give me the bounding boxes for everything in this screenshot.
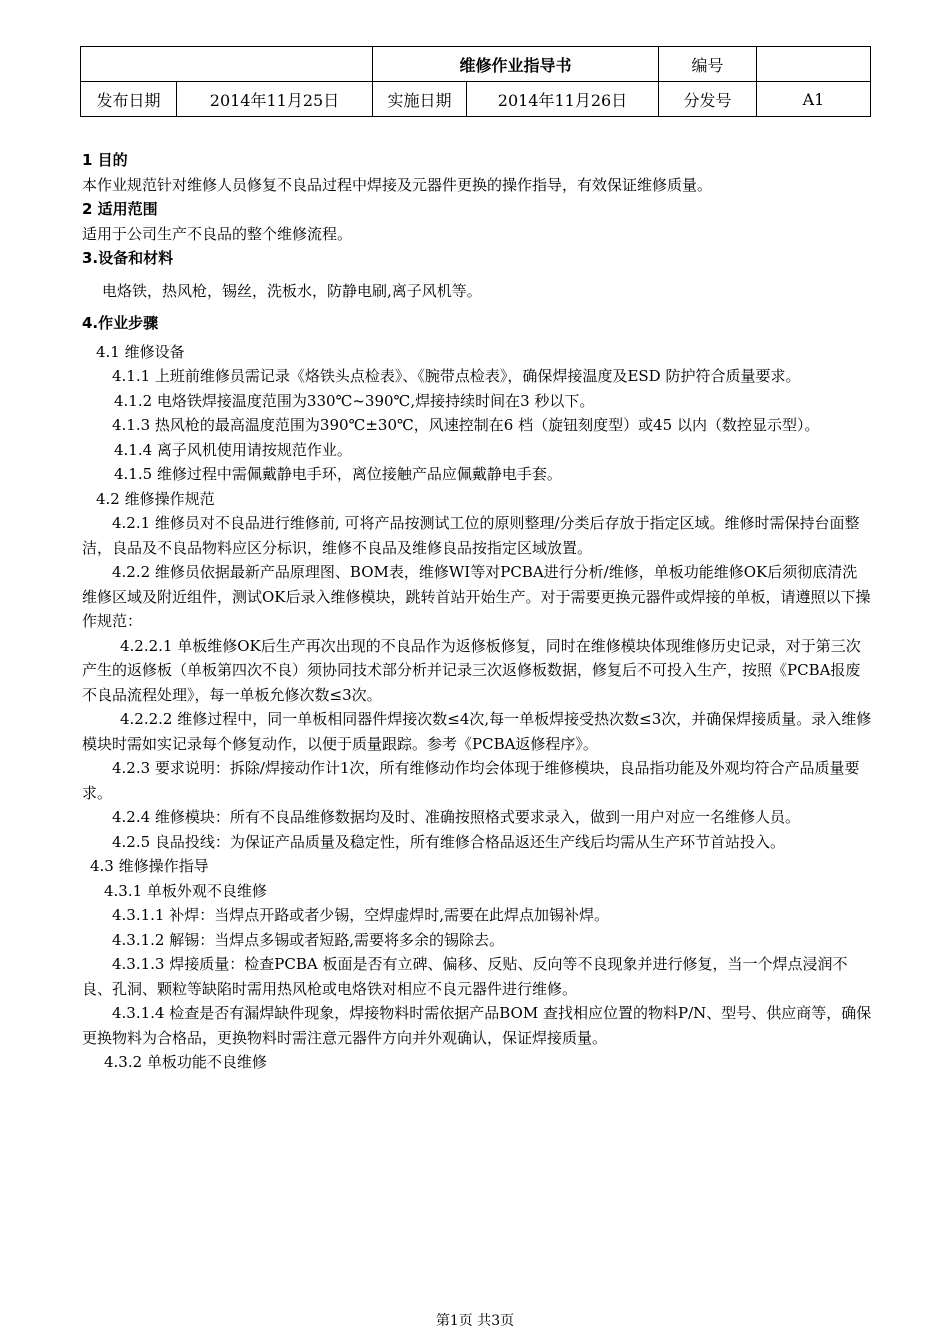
section-4-3-1-4: 4.3.1.4 检查是否有漏焊缺件现象，焊接物料时需依据产品BOM 查找相应位置的物料P/N、型号、供应商等，确保更换物料为合格品，更换物料时需注意元器件方向并外观确认，保证焊接质量。 [82, 1004, 872, 1047]
section-2-heading: 2 适用范围 [82, 200, 158, 218]
header-row-1 [81, 47, 871, 82]
section-4-3-1: 4.3.1 单板外观不良维修 [104, 881, 267, 900]
section-4-1-1: 4.1.1 上班前维修员需记录《烙铁头点检表》、《腕带点检表》，确保焊接温度及ESD 防护符合质量要求。 [112, 367, 801, 385]
section-4-3-1-3: 4.3.1.3 焊接质量：检查PCBA 板面是否有立碑、偏移、反贴、反向等不良现象并进行修复，当一个焊点浸润不良、孔洞、颗粒等缺陷时需用热风枪或电烙铁对相应不良元器件进行维修。 [82, 955, 848, 998]
section-4-2-3: 4.2.3 要求说明：拆除/焊接动作计1次，所有维修动作均会体现于维修模块，良品指功能及外观均符合产品质量要求。 [82, 759, 860, 802]
section-4-2-2-2: 4.2.2.2 维修过程中，同一单板相同器件焊接次数≤4次,每一单板焊接受热次数≤3次，并确保焊接质量。录入维修模块时需如实记录每个修复动作，以便于质量跟踪。参考《PCBA返修程序》。 [82, 710, 872, 753]
section-3-text: 电烙铁，热风枪，锡丝，洗板水，防静电刷,离子风机等。 [102, 281, 482, 300]
section-4-2: 4.2 维修操作规范 [96, 489, 215, 508]
section-4-3: 4.3 维修操作指导 [90, 857, 209, 875]
section-4-1-2: 4.1.2 电烙铁焊接温度范围为330℃~390℃,焊接持续时间在3 秒以下。 [114, 391, 595, 410]
section-2-text: 适用于公司生产不良品的整个维修流程。 [82, 224, 353, 243]
section-4-3-2: 4.3.2 单板功能不良维修 [104, 1053, 267, 1071]
release-date-label: 发布日期 [81, 82, 177, 117]
section-3-heading: 3.设备和材料 [82, 249, 174, 267]
header-blank-cell [81, 47, 373, 82]
section-1-text: 本作业规范针对维修人员修复不良品过程中焊接及元器件更换的操作指导，有效保证维修质量。 [82, 175, 713, 194]
section-4-1-3: 4.1.3 热风枪的最高温度范围为390℃±30℃，风速控制在6 档（旋钮刻度型）或45 以内（数控显示型）。 [112, 416, 820, 434]
document-body [82, 148, 872, 1075]
effective-date-value: 2014年11月26日 [467, 82, 659, 117]
section-4-2-2-1: 4.2.2.1 单板维修OK后生产再次出现的不良品作为返修板修复，同时在维修模块体现维修历史记录，对于第三次产生的返修板（单板第四次不良）须协同技术部分析并记录三次返修板数据，修复后不可投入生产，按照《PCBA报废不良品流程处理》，每一单板允修次数≤3次。 [82, 636, 861, 704]
section-4-3-1-1: 4.3.1.1 补焊：当焊点开路或者少锡，空焊虚焊时,需要在此焊点加锡补焊。 [112, 906, 610, 924]
number-label: 编号 [659, 47, 757, 82]
document-title: 维修作业指导书 [373, 47, 659, 82]
header-table [80, 46, 871, 117]
section-4-3-1-2: 4.3.1.2 解锡：当焊点多锡或者短路,需要将多余的锡除去。 [112, 930, 505, 949]
section-4-heading: 4.作业步骤 [82, 314, 159, 332]
release-date-value: 2014年11月25日 [177, 82, 373, 117]
header-row-2 [81, 82, 871, 117]
page-footer: 第1页 共3页 [435, 1313, 515, 1329]
section-4-1: 4.1 维修设备 [96, 342, 185, 361]
distribution-label: 分发号 [659, 82, 757, 117]
section-4-2-5: 4.2.5 良品投线：为保证产品质量及稳定性，所有维修合格品返还生产线后均需从生产环节首站投入。 [112, 832, 785, 851]
section-4-1-4: 4.1.4 离子风机使用请按规范作业。 [114, 440, 352, 459]
section-4-2-2: 4.2.2 维修员依据最新产品原理图、BOM表，维修WI等对PCBA进行分析/维修，单板功能维修OK后须彻底清洗维修区域及附近组件，测试OK后录入维修模块，跳转首站开始生产。对于需要更换元器件或焊接的单板，请遵照以下操作规范： [82, 563, 871, 630]
effective-date-label: 实施日期 [373, 82, 467, 117]
section-1-heading: 1 目的 [82, 151, 128, 169]
number-value [757, 47, 871, 82]
section-4-1-5: 4.1.5 维修过程中需佩戴静电手环，离位接触产品应佩戴静电手套。 [114, 465, 562, 483]
section-4-2-1: 4.2.1 维修员对不良品进行维修前, 可将产品按测试工位的原则整理/分类后存放于指定区域。维修时需保持台面整洁，良品及不良品物料应区分标识，维修不良品及维修良品按指定区域放置。 [82, 514, 860, 557]
section-4-2-4: 4.2.4 维修模块：所有不良品维修数据均及时、准确按照格式要求录入，做到一用户对应一名维修人员。 [112, 808, 800, 826]
distribution-value: A1 [757, 82, 871, 117]
